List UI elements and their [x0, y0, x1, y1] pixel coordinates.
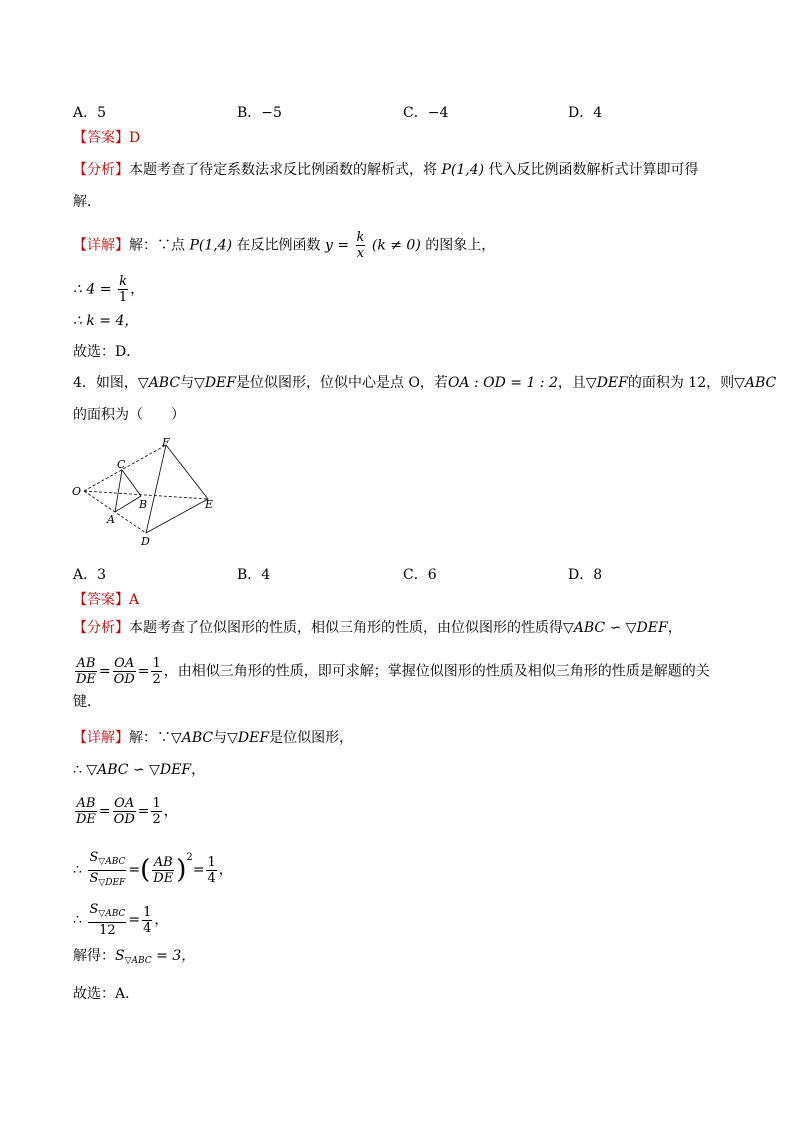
analysis-tag: 【分析】 [73, 620, 129, 636]
detail-tag: 【详解】 [73, 730, 129, 746]
q4-step-area-ratio [73, 848, 233, 891]
fraction-oa-od [113, 656, 136, 687]
q4-detail [73, 728, 353, 748]
q4-choose: 故选：A． [73, 986, 140, 1002]
frac-num: AB [76, 796, 96, 811]
q4-analysis-cont: 键． [73, 694, 101, 710]
answer-tag: 【答案】 [73, 130, 129, 146]
q4-option-b: B．4 [237, 567, 271, 583]
frac-num: 1 [152, 796, 161, 811]
triangle-abc: ▽ABC [734, 375, 777, 391]
stem-text: ，且 [557, 375, 586, 391]
detail-text: 在反比例函数 [236, 237, 321, 254]
q3-option-a: A．5 [73, 105, 107, 121]
similarity: ▽ABC ∽ ▽DEF [563, 620, 668, 636]
q3-analysis [73, 160, 699, 180]
punct: ， [154, 912, 169, 928]
sub-abc: ▽ABC [98, 909, 126, 919]
punct: ， [191, 762, 206, 778]
frac-den: 4 [143, 920, 152, 936]
equals: = [98, 663, 111, 680]
area-s: S [89, 902, 99, 917]
fraction-area-12 [88, 902, 126, 938]
equals: = [128, 912, 141, 928]
frac-num: k [356, 230, 365, 245]
area-s: S [89, 849, 99, 865]
therefore: ∴ [73, 762, 82, 778]
detail-text: 与 [213, 730, 228, 746]
stem-text: 与 [180, 375, 195, 391]
q4-stem-cont: 的面积为（ ） [73, 407, 185, 423]
triangle-abc: ▽ABC [171, 730, 214, 746]
detail-text: 解：∵ [129, 730, 171, 746]
q3-answer [73, 128, 140, 148]
triangle-abc: ▽ABC [137, 375, 181, 391]
stem-text: 4．如图， [73, 375, 138, 391]
fraction-k-over-1 [118, 274, 128, 305]
frac-den: DE [76, 672, 96, 687]
q4-analysis-ratio [73, 656, 710, 687]
function-y: y = [324, 237, 350, 254]
paren-open: ( [140, 855, 151, 885]
area-s: S [89, 870, 99, 886]
detail-tag: 【详解】 [73, 237, 129, 254]
label-f: F [162, 436, 170, 449]
q3-analysis-cont: 解． [73, 194, 101, 210]
frac-den: OD [113, 812, 135, 827]
fraction-k-over-x [356, 230, 366, 261]
answer-value: D [129, 130, 141, 146]
punct: ， [218, 862, 233, 878]
triangle-abc-shape [115, 470, 141, 512]
q3-choose: 故选：D． [73, 344, 141, 360]
sub-def: ▽DEF [98, 877, 126, 888]
label-b: B [139, 498, 148, 511]
equals: = [137, 663, 150, 680]
frac-den: OD [113, 672, 135, 687]
q3-option-b: B．−5 [237, 105, 282, 121]
point-p: P(1,4) [189, 237, 233, 254]
q3-option-c: C．−4 [403, 105, 449, 121]
frac-den: 2 [152, 812, 161, 827]
q4-stem [73, 373, 776, 393]
q4-answer [73, 590, 139, 610]
area-s: S [115, 948, 125, 964]
similarity: ▽ABC ∽ ▽DEF [86, 762, 192, 778]
fraction-one-half [151, 656, 161, 687]
fraction-one-quarter [206, 855, 216, 886]
fraction-one-quarter [142, 905, 152, 936]
frac-num: 1 [152, 656, 161, 671]
frac-den: x [356, 246, 365, 261]
punct: ， [130, 281, 145, 298]
stem-text: 是位似图形，位似中心是点 O，若 [236, 375, 448, 391]
detail-text: 的图象上， [425, 237, 496, 254]
q4-option-d: D．8 [568, 567, 603, 583]
q3-option-d: D．4 [568, 105, 603, 121]
q4-step-similar [73, 760, 205, 780]
triangle-def: ▽DEF [585, 375, 628, 391]
frac-den: 12 [99, 923, 116, 938]
sub-abc: ▽ABC [124, 956, 152, 966]
fraction-ab-de [75, 656, 97, 687]
q3-step1 [73, 274, 144, 305]
solve-text: 解得： [73, 948, 115, 964]
homothety-figure [68, 436, 218, 551]
triangle-def-shape [146, 445, 208, 533]
frac-den: 1 [118, 290, 128, 305]
punct: ， [163, 803, 178, 820]
q3-step2: ∴ k = 4， [73, 313, 139, 329]
answer-value: A [129, 592, 140, 608]
detail-text: 是位似图形， [269, 730, 354, 746]
eq-lhs: ∴ 4 = [73, 281, 112, 298]
fraction-ab-de [152, 855, 174, 886]
q4-solve [73, 946, 195, 971]
frac-num: OA [114, 796, 135, 811]
answer-tag: 【答案】 [73, 592, 129, 608]
label-d: D [141, 535, 150, 548]
analysis-tag: 【分析】 [73, 162, 129, 178]
q4-step-substitute [73, 902, 168, 938]
fraction-area [88, 850, 126, 891]
solve-value: = 3， [156, 948, 196, 964]
q4-option-c: C．6 [403, 567, 437, 583]
equals: = [137, 803, 150, 820]
frac-den: DE [153, 870, 174, 886]
frac-num: OA [114, 656, 135, 671]
paren-close: ) [176, 855, 187, 885]
analysis-text: ，由相似三角形的性质，即可求解；掌握位似图形的性质及相似三角形的性质是解题的关 [163, 663, 710, 680]
stem-text: 的面积为 12，则 [627, 375, 735, 391]
label-o: O [72, 485, 82, 498]
q3-detail [73, 230, 495, 261]
fraction-ab-de [75, 796, 97, 827]
therefore: ∴ [73, 862, 82, 878]
frac-num: 1 [207, 854, 216, 870]
frac-den: DE [76, 812, 96, 827]
frac-num: 1 [143, 904, 152, 920]
punct: ， [667, 620, 682, 636]
q4-step-ratio [73, 796, 178, 827]
triangle-def: ▽DEF [227, 730, 270, 746]
equals: = [98, 803, 111, 820]
sub-abc: ▽ABC [98, 856, 126, 867]
frac-num: AB [153, 854, 173, 870]
therefore: ∴ [73, 912, 82, 928]
label-a: A [107, 513, 115, 526]
exponent: 2 [186, 852, 193, 863]
label-e: E [205, 498, 214, 511]
fraction-one-half [151, 796, 161, 827]
detail-text: 解：∵点 [129, 237, 185, 254]
frac-num: k [119, 274, 127, 289]
label-c: C [117, 458, 126, 471]
analysis-text: 本题考查了待定系数法求反比例函数的解析式，将 [129, 162, 437, 178]
frac-den: 2 [152, 672, 161, 687]
frac-den: 4 [207, 870, 216, 886]
ratio: OA : OD = 1 : 2 [447, 375, 558, 391]
point-p: P(1,4) [441, 162, 485, 178]
equals: = [128, 862, 141, 878]
frac-num: AB [76, 656, 96, 671]
q4-analysis [73, 618, 682, 638]
q4-option-a: A．3 [73, 567, 107, 583]
condition: (k ≠ 0) [371, 237, 421, 254]
equals: = [192, 862, 205, 878]
triangle-def: ▽DEF [194, 375, 236, 391]
analysis-text: 代入反比例函数解析式计算即可得 [488, 162, 699, 178]
analysis-text: 本题考查了位似图形的性质，相似三角形的性质，由位似图形的性质得 [129, 620, 563, 636]
fraction-oa-od [113, 796, 136, 827]
